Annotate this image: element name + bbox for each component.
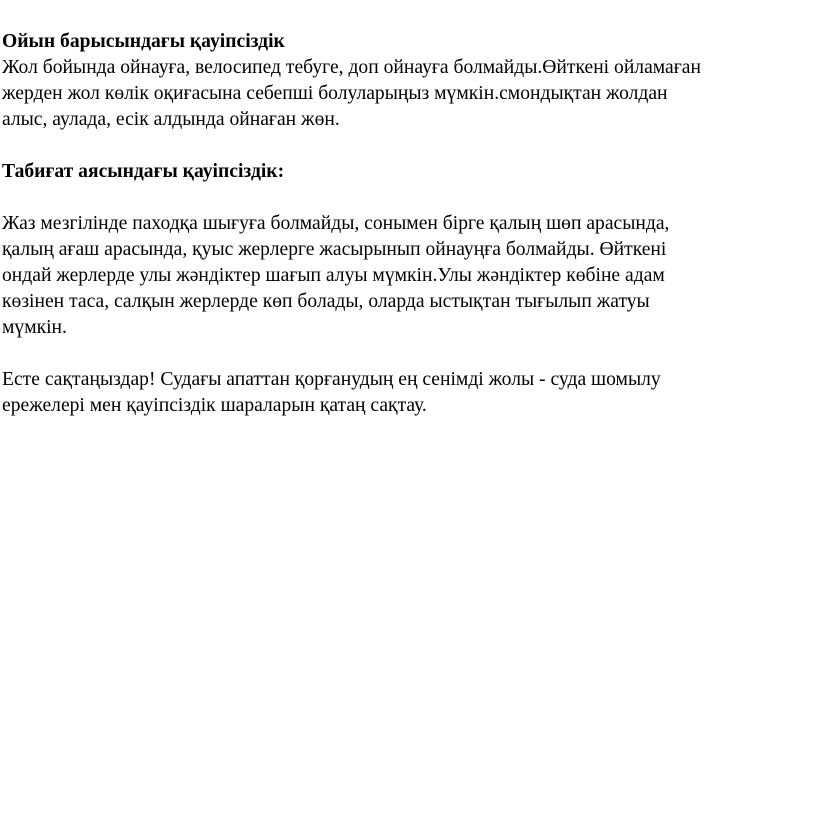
paragraph-line: ондай жерлерде улы жәндіктер шағып алуы мүмкін.Улы жәндіктер көбіне адам (2, 265, 665, 286)
paragraph-line: мүмкін. (2, 317, 67, 338)
paragraph-line: көзінен таса, салқын жерлерде көп болады, оларда ыстықтан тығылып жатуы (2, 291, 650, 312)
section-heading-nature-safety: Табиғат аясындағы қауіпсіздік: (2, 161, 285, 182)
blank-line (2, 133, 816, 159)
paragraph-line: Есте сақтаңыздар! Судағы апаттан қорғанудың ең сенімді жолы - суда шомылу (2, 369, 661, 390)
blank-line (2, 185, 816, 211)
paragraph-line: алыс, аулада, есік алдында ойнаған жөн. (2, 109, 340, 130)
paragraph-line: Жаз мезгілінде паходқа шығуға болмайды, сонымен бірге қалың шөп арасында, (2, 213, 670, 234)
document-body (2, 29, 816, 419)
paragraph-line: қалың ағаш арасында, қуыс жерлерге жасырынып ойнауңға болмайды. Өйткені (2, 239, 667, 260)
paragraph-line: Жол бойында ойнауға, велосипед тебуге, доп ойнауға болмайды.Өйткені ойламаған (2, 57, 701, 78)
blank-line (2, 341, 816, 367)
paragraph-line: ережелері мен қауіпсіздік шараларын қатаң сақтау. (2, 395, 427, 416)
section-heading-game-safety: Ойын барысындағы қауіпсіздік (2, 31, 285, 52)
paragraph-line: жерден жол көлік оқиғасына себепші болуларыңыз мүмкін.смондықтан жолдан (2, 83, 668, 104)
